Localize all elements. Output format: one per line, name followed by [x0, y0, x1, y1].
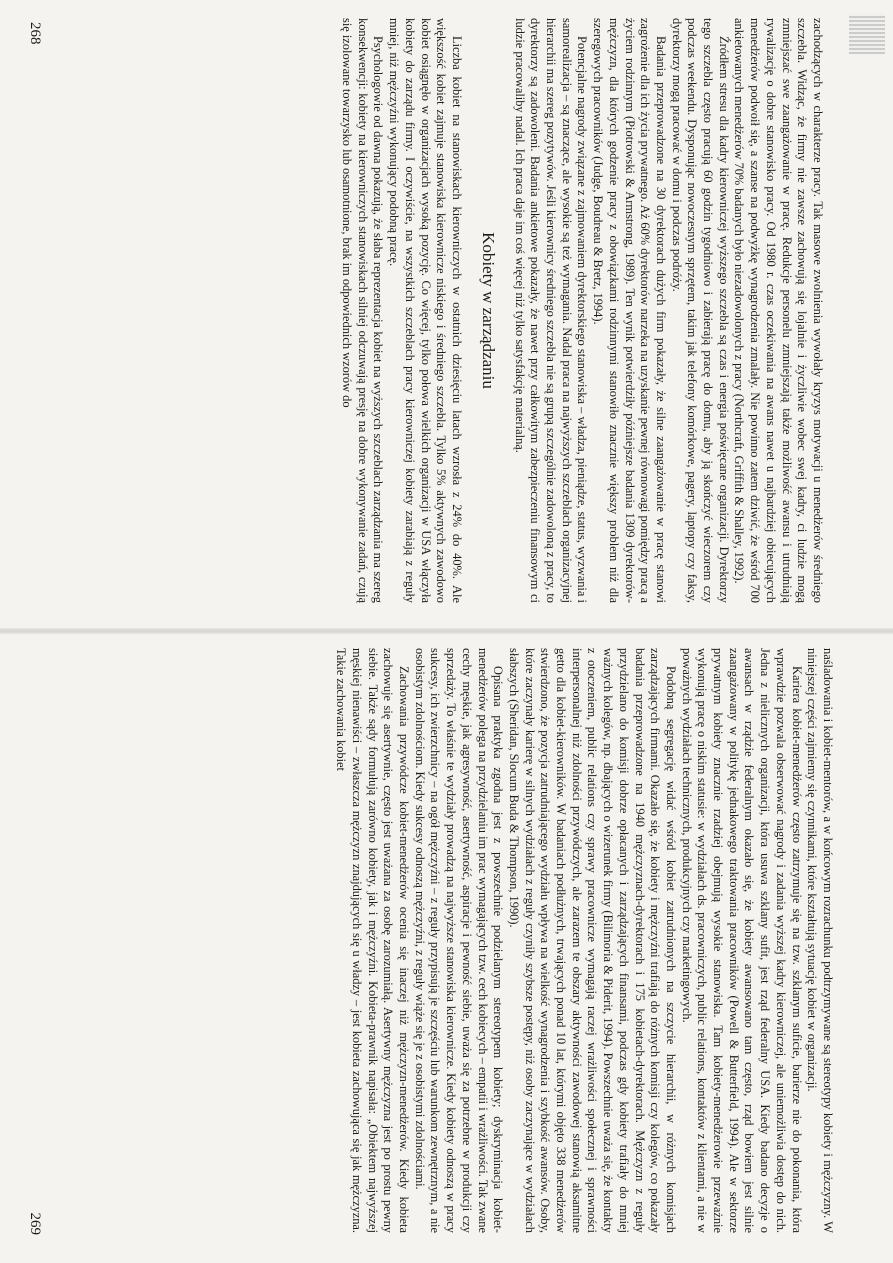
paragraph: Kariera kobiet-menedżerów często zatrzymuje się na tzw. szklanym suficie, barierze nie do pokonania, która wprawdzie pozwala obserwować nagrody i zadania wyższej kadry kierowniczej, ale uniemożliwia dostęp do nich. Jedna z nielicznych organizacji, która usuwa szklany sufit, jest rząd federalny USA. Kiedy badano decyzje o awansach w rządzie federalnym okazało się, że kobiety awansowano tam często, rząd bowiem jest silnie zaangażowany w politykę jednakowego traktowania pracowników (Powell & Butterfield, 1994). Ale w sektorze prywatnym kobiety znacznie rzadziej obejmują wysokie stanowiska. Tam kobiety-menedżerowie przeważnie wykonują pracę o niskim statusie: w wydziałach ds. pracowniczych, public relations, kontaktów z klientami, a nie w poważnych wydziałach technicznych, produkcyjnych czy marketingowych. [679, 648, 804, 1233]
paragraph: Opisana praktyka zgodna jest z powszechnie podzielanym stereotypem kobiety; dyskryminacja kobiet-menedżerów polega na przydzielaniu im prac wymagających tzw. cech kobiecych – empatii i wrażliwości. Tak zwane cechy męskie, jak agresywność, asertywność, aspiracje i pewność siebie, uważa się za potrzebne w produkcji czy sprzedaży. To właśnie te wydziały prowadzą na najwyższe stanowiska kierownicze. Kiedy kobiety odnoszą w pracy sukcesy, ich zwierzchnicy – na ogół mężczyźni – z reguły przypisują je szczęściu lub warunkom zewnętrznym, a nie osobistym zdolnościom. Kiedy sukcesy odnoszą mężczyźni, z reguły wiąże się je z osobistymi zdolnościami. [412, 648, 506, 1233]
section-heading: Kobiety w zarządzaniu [478, 232, 498, 389]
paragraph: Zachowania przywódcze kobiet-menedżerów ocenia się inaczej niż mężczyzn-menedżerów. Kiedy kobieta zachowuje się asertywnie, często jest uważana za osobę zarozumiałą. Asertywny mężczyzna jest po prostu pewny siebie. Także sądy formułują zarówno kobiety, jak i mężczyźni. Kobieta-prawnik napisała: „Obiektem najwyższej męskiej nienawiści – zwłaszcza mężczyzn znajdujących się u władzy – jest kobieta zachowująca się jak mężczyzna. Takie zachowania kobiet [334, 648, 412, 1233]
paragraph: Źródłem stresu dla kadry kierowniczej wyższego szczebla są czas i energia poświęcane organizacji. Dyrektorzy tego szczebla często pracują 60 godzin tygodniowo i zabierają pracę do domu, aby ją skończyć wieczorem czy podczas weekendu. Dysponując nowoczesnym sprzętem, takim jak telefony komórkowe, pagery, laptopy czy faksy, dyrektorzy mogą pracować w domu i podczas podróży. [669, 18, 731, 603]
page-number: 268 [27, 22, 43, 45]
paragraph: naśladowania i kobiet-mentorów, a w końcowym rozrachunku podtrzymywane są stereotypy kobiety i mężczyzny. W niniejszej części zajmiemy się czynnikami, które kształtują sytuację kobiet w organizacji. [805, 648, 835, 1233]
page-left [0, 18, 893, 603]
paragraph: Badania przeprowadzone na 30 dyrektorach dużych firm pokazały, że silne zaangażowanie w pracę stanowi zagrożenie dla ich życia prywatnego. Aż 60% dyrektorów narzeka na uzyskanie pewnej równowagi pomiędzy pracą a życiem rodzinnym (Piotrowski & Armstrong, 1989). Ten wynik potwierdziły późniejsze badania 1309 dyrektorów-mężczyzn, dla których godzenie pracy z obowiązkami rodzinnymi stanowiło znacznie większy problem niż dla szeregowych pracowników (Judge, Boudreau & Bretz, 1994). [591, 18, 668, 603]
paragraph: Psychologowie od dawna pokazują, że słaba reprezentacja kobiet na wyższych szczeblach zarządzania ma szereg konsekwencji: kobiety na kierowniczych stanowiskach silniej odczuwają presję na dobre wykonywanie zadań, czują się izolowane towarzysko lub osamotnione, brak im odpowiednich wzorów do [340, 18, 386, 603]
paragraph: Podobną segregację widać wśród kobiet zatrudnionych na szczycie hierarchii, w różnych komisjach zarządzających firmami. Okazało się, że kobiety i mężczyźni trafiają do różnych komisji czy kolegów, co pokazały badania przeprowadzone na 1940 mężczyznach-dyrektorach i 175 kobietach-dyrektorach. Mężczyzn z reguły przydzielano do komisji dobrze opłacanych i zarządzających finansami, podczas gdy kobiety trafiały do mniej ważnych kolegów, np. dbających o wizerunek firmy (Bilimoria & Piderit, 1994). Powszechnie uważa się, że kontakty z otoczeniem, public relations czy sprawy pracownicze wymagają raczej wrażliwości społecznej i sprawności interpersonalnej niż zdolności przywódczych, ale zarazem te obszary aktywności zawodowej stanowią aksamitne getto dla kobiet-kierowników. W badaniach podłużnych, trwających ponad 10 lat, którymi objęto 338 menedżerów stwierdzono, że pozycja zatrudniającego wydziału wpływa na wielkość wynagrodzenia i szybkość awansów. Osoby, które zaczynały karierę w silnych wydziałach z reguły czyniły szybsze postępy, niż osoby zaczynające w wydziałach słabszych (Sheridan, Slocum Buda & Thompson, 1990). [506, 648, 678, 1233]
page-right [0, 648, 893, 1233]
paragraph: zachodzących w charakterze pracy. Tak masowe zwolnienia wywołały kryzys motywacji u menedżerów średniego szczebla. Widząc, że firmy nie zawsze zachowują się lojalnie i życzliwie wobec swej kadry, ci ludzie mogą zmniejszać swe zaangażowanie w pracę. Redukcje personelu zmniejszają także możliwość awansu i utrudniają rywalizację o dobre stanowisko pracy. Od 1980 r. czas oczekiwania na awans nawet u najbardziej obiecujących menedżerów podwoił się, a szanse na podwyżkę wynagrodzenia zmalały. Nie powinno zatem dziwić, że wśród 700 ankietowanych menedżerów 70% badanych było niezadowolonych z pracy (Northcraft, Griffith & Shalley, 1992). [732, 18, 825, 603]
page-number: 269 [27, 1212, 43, 1235]
paragraph: Potencjalne nagrody związane z zajmowaniem dyrektorskiego stanowiska – władza, pieniądze, status, wyzwania i samorealizacja – są znaczące, ale wysokie są też wymagania. Nadal praca na najwyższych szczeblach organizacyjnej hierarchii ma szereg pozytywów. Jeśli kierownicy średniego szczebla nie są grupą szczególnie zadowoloną z pracy, to dyrektorzy są zadowoleni. Badania ankietowe pokazały, że nawet przy całkowitym zabezpieczeniu finansowym ci ludzie pracowaliby nadal. Ich praca daje im coś więcej niż tylko satysfakcję materialną. [512, 18, 590, 603]
paragraph: Liczba kobiet na stanowiskach kierowniczych w ostatnich dziesięciu latach wzrosła z 24% do 40%. Ale większość kobiet zajmuje stanowiska kierownicze niskiego i średniego szczebla. Tylko 5% aktywnych zawodowo kobiet osiągnęło w organizacjach wysoką pozycję. Co więcej, tylko połowa wielkich organizacji w USA włączyła kobiety do zarządu firmy. I oczywiście, na wszystkich szczeblach pracy kierowniczej kobiety zarabiają z reguły mniej, niż mężczyźni wykonujący podobną pracę. [387, 18, 464, 603]
